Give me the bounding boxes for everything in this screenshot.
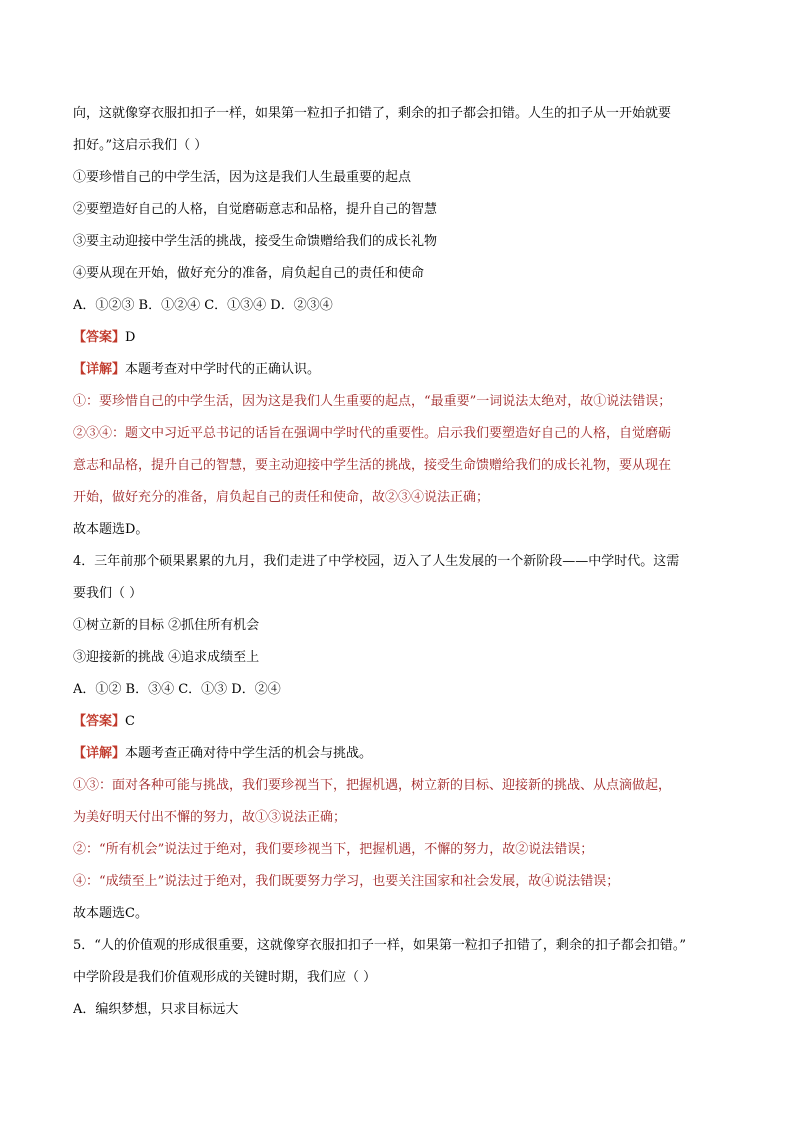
explanation-intro: 本题考查正确对待中学生活的机会与挑战。 — [125, 746, 373, 761]
option-line: ③迎接新的挑战 ④追求成绩至上 — [73, 650, 260, 665]
choices-line: A．①②③ B．①②④ C．①③④ D．②③④ — [73, 298, 333, 313]
explanation-text: ④：“成绩至上”说法过于绝对，我们既要努力学习，也要关注国家和社会发展，故④说法错误； — [73, 874, 620, 889]
answer-line — [73, 706, 724, 738]
explanation-text: 意志和品格，提升自己的智慧，要主动迎接中学生活的挑战，接受生命馈赠给我们的成长礼物，要从现在 — [73, 458, 672, 473]
answer-tag: 【答案】 — [73, 714, 126, 729]
question-line: 4．三年前那个硕果累累的九月，我们走进了中学校园，迈入了人生发展的一个新阶段——中学时代。这需 — [73, 554, 680, 569]
answer-line — [73, 322, 724, 354]
explanation-line — [73, 354, 724, 386]
answer-tag: 【答案】 — [73, 330, 126, 345]
explanation-text: ①③：面对各种可能与挑战，我们要珍视当下，把握机遇，树立新的目标、迎接新的挑战、从点滴做起， — [73, 778, 672, 793]
conclusion-line: 故本题选D。 — [73, 522, 149, 537]
option-line: A．编织梦想，只求目标远大 — [73, 1002, 239, 1017]
question-line: 5．“人的价值观的形成很重要，这就像穿衣服扣扣子一样，如果第一粒扣子扣错了，剩余的扣子都会扣错。” — [73, 938, 687, 953]
question-line: 中学阶段是我们价值观形成的关键时期，我们应（ ） — [73, 970, 377, 985]
explanation-text: 为美好明天付出不懈的努力，故①③说法正确； — [73, 810, 347, 825]
option-line: ①要珍惜自己的中学生活，因为这是我们人生最重要的起点 — [73, 170, 412, 185]
answer-value: D — [125, 330, 136, 345]
question-line: 要我们（ ） — [73, 586, 143, 601]
explanation-line — [73, 738, 724, 770]
explanation-intro: 本题考查对中学时代的正确认识。 — [125, 362, 321, 377]
text-line: 扣好。”这启示我们（ ） — [73, 138, 208, 153]
explanation-text: ①：要珍惜自己的中学生活，因为这是我们人生重要的起点，“最重要”一词说法太绝对，故①说法错误； — [73, 394, 672, 409]
option-line: ①树立新的目标 ②抓住所有机会 — [73, 618, 260, 633]
explanation-text: ②：“所有机会”说法过于绝对，我们要珍视当下，把握机遇，不懈的努力，故②说法错误； — [73, 842, 594, 857]
option-line: ③要主动迎接中学生活的挑战，接受生命馈赠给我们的成长礼物 — [73, 234, 438, 249]
explanation-text: 开始，做好充分的准备，肩负起自己的责任和使命，故②③④说法正确； — [73, 490, 490, 505]
choices-line: A．①② B．③④ C．①③ D．②④ — [73, 682, 281, 697]
option-line: ②要塑造好自己的人格，自觉磨砺意志和品格，提升自己的智慧 — [73, 202, 438, 217]
conclusion-line: 故本题选C。 — [73, 906, 148, 921]
text-line: 向，这就像穿衣服扣扣子一样，如果第一粒扣子扣错了，剩余的扣子都会扣错。人生的扣子从一开始就要 — [73, 106, 672, 121]
explanation-tag: 【详解】 — [73, 362, 126, 377]
explanation-text: ②③④：题文中习近平总书记的话旨在强调中学时代的重要性。启示我们要塑造好自己的人格，自觉磨砺 — [73, 426, 672, 441]
option-line: ④要从现在开始，做好充分的准备，肩负起自己的责任和使命 — [73, 266, 425, 281]
explanation-tag: 【详解】 — [73, 746, 126, 761]
answer-value: C — [125, 714, 135, 729]
